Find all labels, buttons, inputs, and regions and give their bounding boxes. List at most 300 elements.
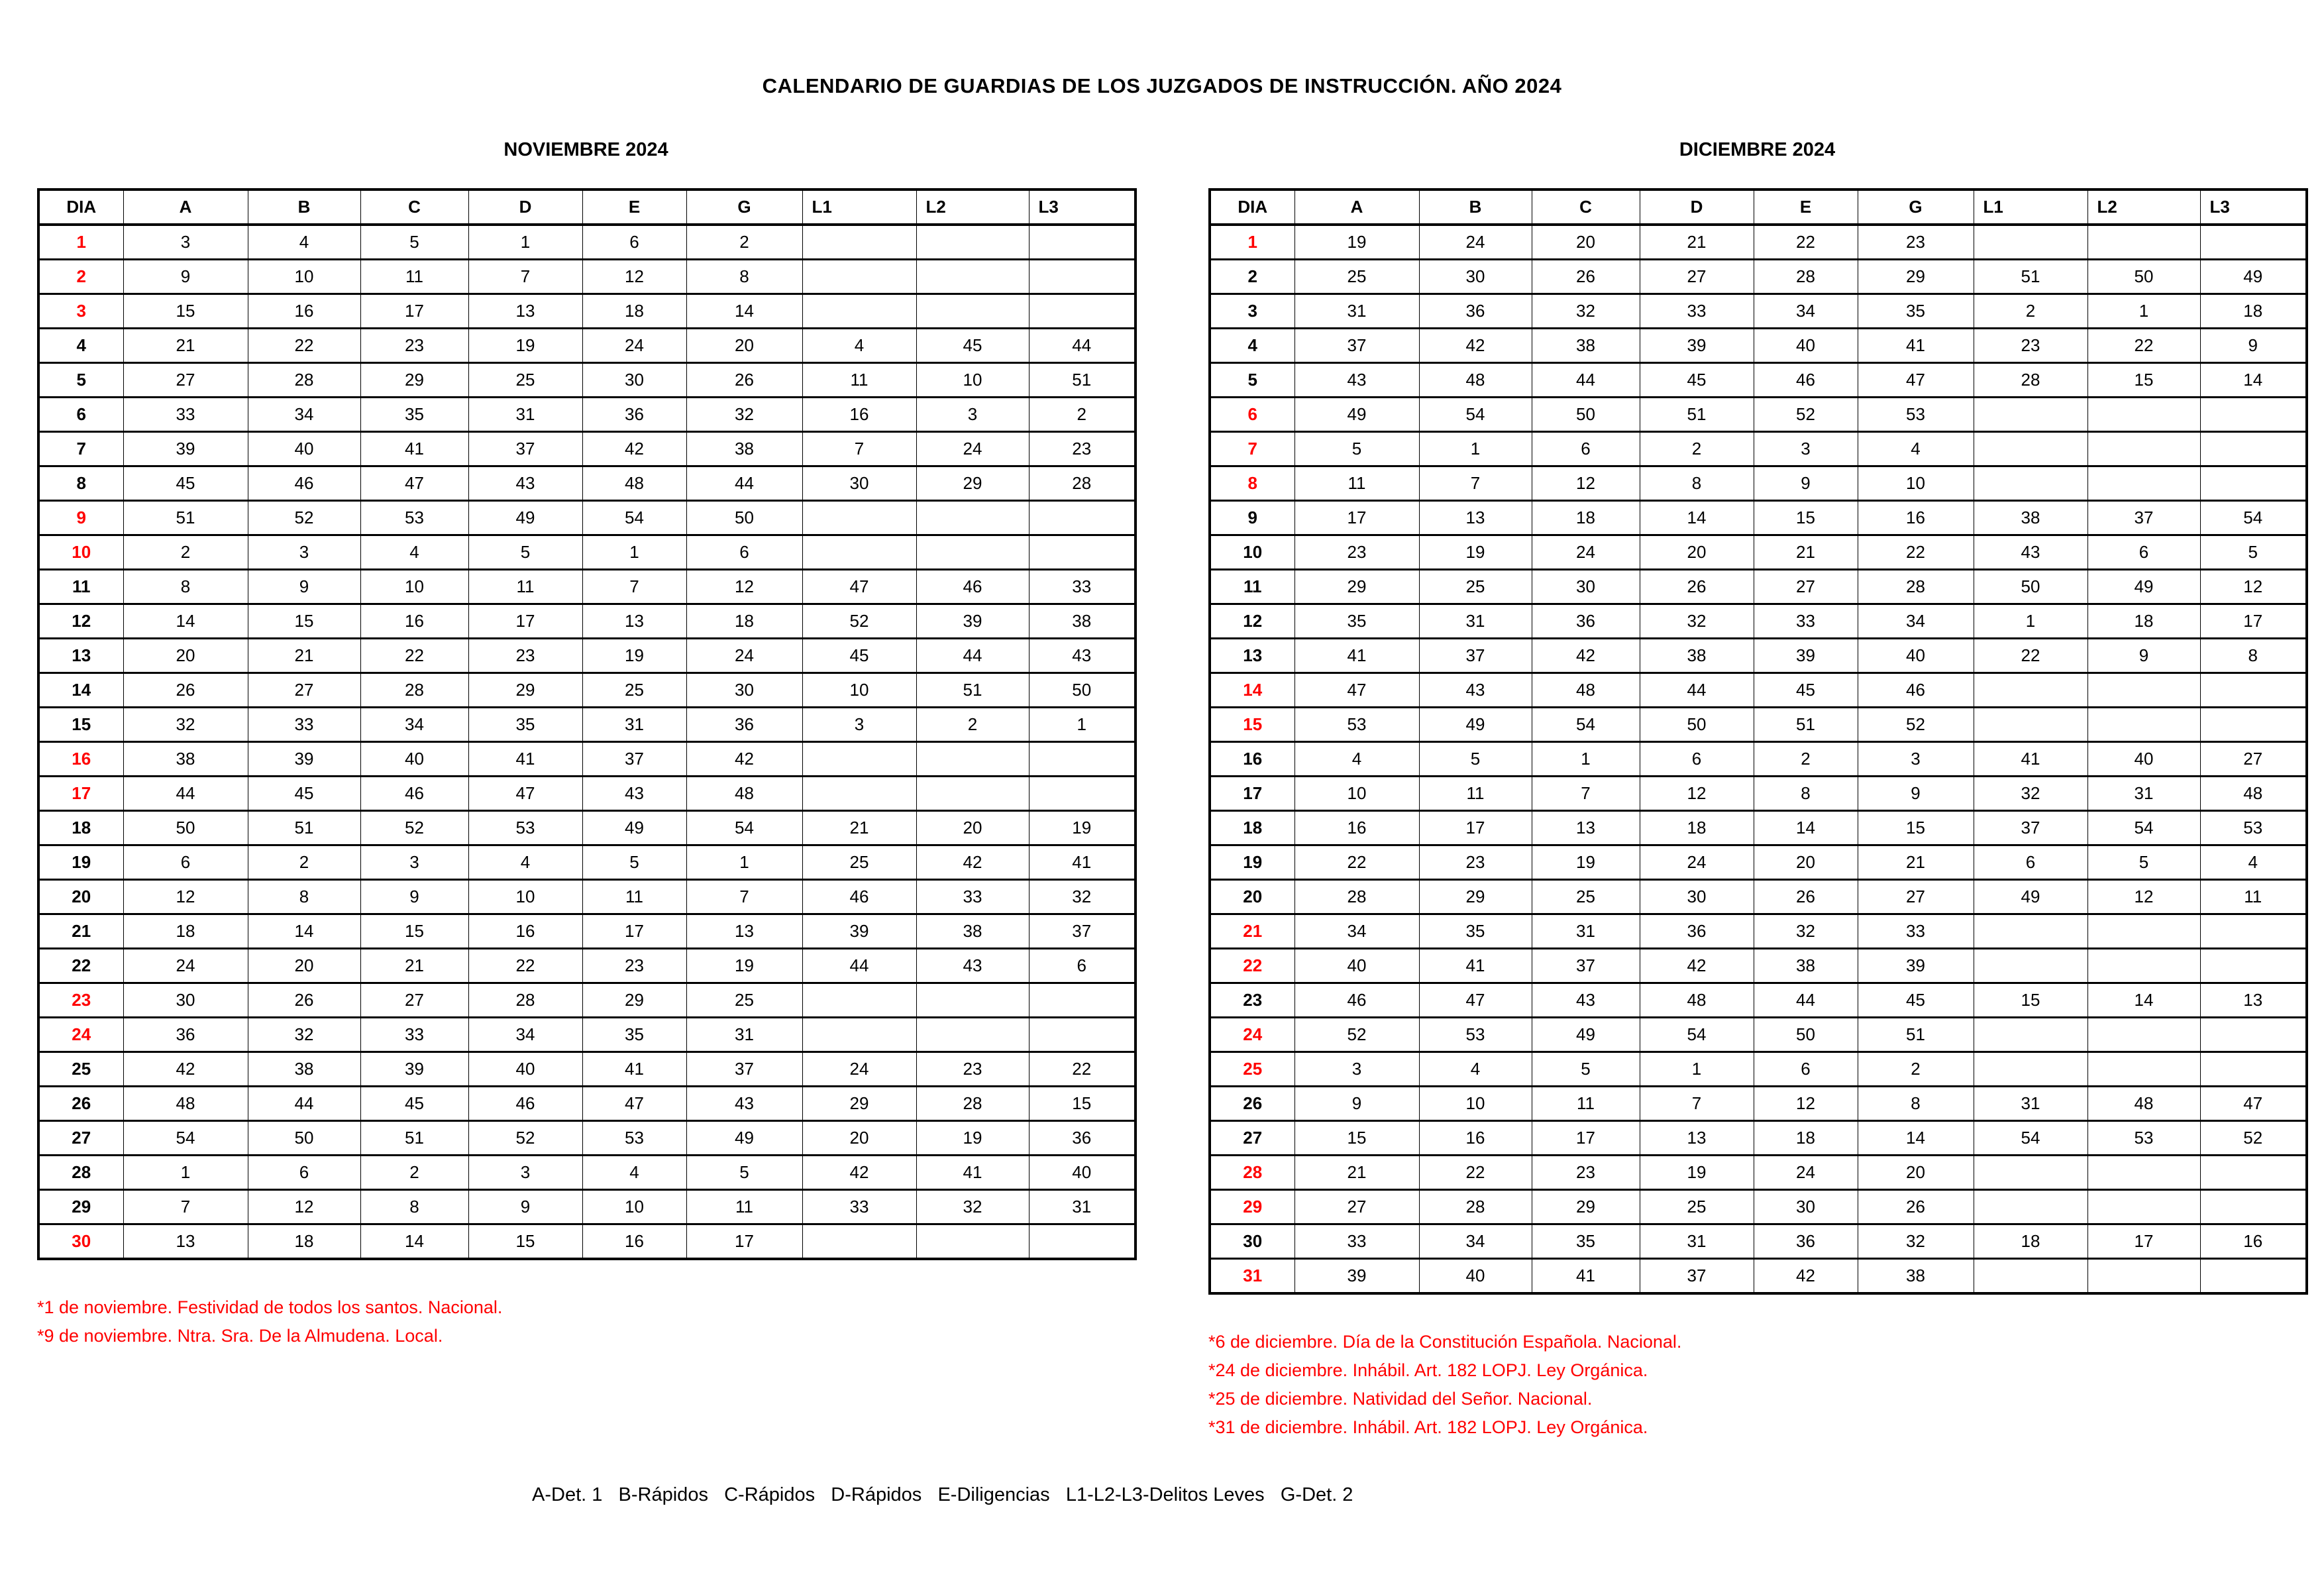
value-cell: 40 — [1029, 1156, 1136, 1190]
value-cell: 9 — [1294, 1087, 1419, 1121]
header-row — [38, 189, 1136, 225]
value-cell — [1974, 1052, 2087, 1087]
value-cell: 42 — [802, 1156, 916, 1190]
value-cell: 15 — [468, 1224, 582, 1260]
value-cell: 50 — [1754, 1018, 1858, 1052]
value-cell — [2200, 1259, 2307, 1294]
value-cell: 2 — [686, 225, 802, 260]
value-cell: 29 — [468, 673, 582, 708]
value-cell: 30 — [1419, 260, 1532, 294]
value-cell: 31 — [582, 708, 686, 742]
value-cell: 42 — [1419, 329, 1532, 363]
value-cell — [802, 1018, 916, 1052]
value-cell: 19 — [1294, 225, 1419, 260]
value-cell — [2200, 466, 2307, 501]
value-cell: 33 — [916, 880, 1029, 914]
value-cell: 23 — [1532, 1156, 1640, 1190]
value-cell: 21 — [802, 811, 916, 845]
table-row — [1210, 466, 2307, 501]
value-cell: 8 — [2200, 639, 2307, 673]
value-cell: 48 — [1532, 673, 1640, 708]
value-cell: 19 — [916, 1121, 1029, 1156]
value-cell: 27 — [123, 363, 248, 398]
value-cell — [2087, 949, 2200, 983]
value-cell: 36 — [1640, 914, 1754, 949]
value-cell: 16 — [1294, 811, 1419, 845]
value-cell: 7 — [582, 570, 686, 604]
day-cell: 7 — [1210, 432, 1294, 466]
value-cell: 46 — [1754, 363, 1858, 398]
value-cell: 12 — [1532, 466, 1640, 501]
value-cell: 51 — [916, 673, 1029, 708]
value-cell: 41 — [360, 432, 468, 466]
value-cell: 48 — [1419, 363, 1532, 398]
day-cell: 4 — [1210, 329, 1294, 363]
table-row — [1210, 604, 2307, 639]
column-header-d: D — [1640, 189, 1754, 225]
column-header-a: A — [1294, 189, 1419, 225]
value-cell: 19 — [1029, 811, 1136, 845]
value-cell: 9 — [2087, 639, 2200, 673]
value-cell: 39 — [1640, 329, 1754, 363]
value-cell: 54 — [1419, 398, 1532, 432]
table-row — [1210, 708, 2307, 742]
value-cell: 42 — [686, 742, 802, 777]
day-cell: 26 — [38, 1087, 123, 1121]
value-cell — [1029, 1224, 1136, 1260]
value-cell — [1974, 1156, 2087, 1190]
day-cell: 10 — [38, 535, 123, 570]
value-cell — [1974, 398, 2087, 432]
value-cell: 14 — [686, 294, 802, 329]
value-cell: 25 — [1294, 260, 1419, 294]
value-cell: 32 — [1754, 914, 1858, 949]
value-cell — [802, 260, 916, 294]
value-cell: 20 — [686, 329, 802, 363]
table-row — [1210, 260, 2307, 294]
value-cell: 37 — [1974, 811, 2087, 845]
value-cell: 41 — [1294, 639, 1419, 673]
value-cell: 27 — [2200, 742, 2307, 777]
value-cell — [2087, 1190, 2200, 1224]
value-cell: 3 — [360, 845, 468, 880]
value-cell: 50 — [1974, 570, 2087, 604]
value-cell: 11 — [2200, 880, 2307, 914]
value-cell: 51 — [1754, 708, 1858, 742]
value-cell: 24 — [582, 329, 686, 363]
value-cell — [916, 225, 1029, 260]
column-header-l3: L3 — [2200, 189, 2307, 225]
column-header-b: B — [248, 189, 360, 225]
value-cell: 17 — [1419, 811, 1532, 845]
value-cell: 3 — [1754, 432, 1858, 466]
value-cell: 1 — [582, 535, 686, 570]
column-header-e: E — [1754, 189, 1858, 225]
table-row — [38, 639, 1136, 673]
value-cell: 39 — [360, 1052, 468, 1087]
value-cell: 9 — [248, 570, 360, 604]
value-cell: 38 — [1532, 329, 1640, 363]
value-cell: 46 — [468, 1087, 582, 1121]
value-cell: 15 — [123, 294, 248, 329]
value-cell: 15 — [360, 914, 468, 949]
value-cell: 12 — [2087, 880, 2200, 914]
value-cell: 1 — [123, 1156, 248, 1190]
value-cell: 3 — [1858, 742, 1974, 777]
value-cell — [1974, 708, 2087, 742]
value-cell: 38 — [123, 742, 248, 777]
value-cell: 38 — [1754, 949, 1858, 983]
value-cell: 40 — [1419, 1259, 1532, 1294]
value-cell: 26 — [686, 363, 802, 398]
value-cell: 41 — [468, 742, 582, 777]
value-cell: 50 — [1029, 673, 1136, 708]
footnote: *1 de noviembre. Festividad de todos los santos. Nacional. — [37, 1297, 503, 1317]
value-cell: 12 — [2200, 570, 2307, 604]
value-cell: 42 — [582, 432, 686, 466]
value-cell: 29 — [1294, 570, 1419, 604]
value-cell: 42 — [1754, 1259, 1858, 1294]
value-cell: 35 — [1419, 914, 1532, 949]
day-cell: 14 — [1210, 673, 1294, 708]
value-cell: 20 — [1640, 535, 1754, 570]
value-cell: 15 — [1754, 501, 1858, 535]
value-cell: 1 — [1029, 708, 1136, 742]
value-cell: 37 — [468, 432, 582, 466]
column-header-l2: L2 — [916, 189, 1029, 225]
column-header-e: E — [582, 189, 686, 225]
value-cell — [916, 742, 1029, 777]
value-cell: 10 — [1419, 1087, 1532, 1121]
value-cell: 17 — [1294, 501, 1419, 535]
value-cell: 25 — [1640, 1190, 1754, 1224]
value-cell: 45 — [123, 466, 248, 501]
value-cell: 6 — [686, 535, 802, 570]
value-cell: 31 — [686, 1018, 802, 1052]
value-cell: 30 — [123, 983, 248, 1018]
value-cell: 10 — [582, 1190, 686, 1224]
column-header-dia: DIA — [38, 189, 123, 225]
day-cell: 8 — [38, 466, 123, 501]
value-cell: 26 — [248, 983, 360, 1018]
value-cell: 28 — [468, 983, 582, 1018]
value-cell: 28 — [248, 363, 360, 398]
day-cell: 9 — [38, 501, 123, 535]
value-cell: 3 — [248, 535, 360, 570]
value-cell: 5 — [1294, 432, 1419, 466]
footnote: *25 de diciembre. Natividad del Señor. Nacional. — [1208, 1389, 1593, 1409]
value-cell: 30 — [582, 363, 686, 398]
day-cell: 20 — [1210, 880, 1294, 914]
value-cell: 25 — [582, 673, 686, 708]
day-cell: 21 — [38, 914, 123, 949]
value-cell: 12 — [248, 1190, 360, 1224]
value-cell: 52 — [248, 501, 360, 535]
day-cell: 11 — [1210, 570, 1294, 604]
value-cell: 6 — [123, 845, 248, 880]
value-cell: 18 — [2087, 604, 2200, 639]
value-cell: 10 — [248, 260, 360, 294]
value-cell: 45 — [360, 1087, 468, 1121]
value-cell: 13 — [1419, 501, 1532, 535]
value-cell — [916, 294, 1029, 329]
value-cell: 49 — [1974, 880, 2087, 914]
value-cell: 53 — [2087, 1121, 2200, 1156]
value-cell: 15 — [1029, 1087, 1136, 1121]
value-cell: 12 — [1640, 777, 1754, 811]
value-cell: 37 — [582, 742, 686, 777]
value-cell: 5 — [1532, 1052, 1640, 1087]
value-cell: 4 — [802, 329, 916, 363]
value-cell: 8 — [686, 260, 802, 294]
table-row — [38, 811, 1136, 845]
table-row — [1210, 811, 2307, 845]
table-row — [38, 673, 1136, 708]
day-cell: 24 — [38, 1018, 123, 1052]
value-cell: 39 — [1858, 949, 1974, 983]
value-cell: 16 — [360, 604, 468, 639]
value-cell — [1029, 1018, 1136, 1052]
value-cell: 13 — [123, 1224, 248, 1260]
value-cell: 47 — [802, 570, 916, 604]
value-cell: 45 — [248, 777, 360, 811]
value-cell: 18 — [2200, 294, 2307, 329]
value-cell: 4 — [468, 845, 582, 880]
day-cell: 18 — [1210, 811, 1294, 845]
table-row — [38, 294, 1136, 329]
value-cell: 43 — [1974, 535, 2087, 570]
value-cell: 6 — [1029, 949, 1136, 983]
value-cell: 38 — [248, 1052, 360, 1087]
value-cell: 21 — [1858, 845, 1974, 880]
value-cell — [802, 777, 916, 811]
value-cell: 31 — [1294, 294, 1419, 329]
value-cell: 7 — [686, 880, 802, 914]
value-cell: 38 — [1640, 639, 1754, 673]
value-cell: 9 — [2200, 329, 2307, 363]
value-cell: 5 — [360, 225, 468, 260]
value-cell: 21 — [248, 639, 360, 673]
day-cell: 24 — [1210, 1018, 1294, 1052]
value-cell: 9 — [1858, 777, 1974, 811]
value-cell: 54 — [2200, 501, 2307, 535]
value-cell: 44 — [686, 466, 802, 501]
value-cell: 20 — [1858, 1156, 1974, 1190]
value-cell: 53 — [2200, 811, 2307, 845]
table-row — [1210, 777, 2307, 811]
column-header-dia: DIA — [1210, 189, 1294, 225]
value-cell: 4 — [582, 1156, 686, 1190]
value-cell: 26 — [1754, 880, 1858, 914]
value-cell: 12 — [123, 880, 248, 914]
value-cell: 49 — [1419, 708, 1532, 742]
value-cell: 48 — [686, 777, 802, 811]
value-cell: 47 — [360, 466, 468, 501]
value-cell: 47 — [582, 1087, 686, 1121]
value-cell: 13 — [582, 604, 686, 639]
table-row — [38, 742, 1136, 777]
value-cell: 6 — [1640, 742, 1754, 777]
day-cell: 28 — [38, 1156, 123, 1190]
value-cell: 40 — [1294, 949, 1419, 983]
value-cell: 40 — [360, 742, 468, 777]
value-cell: 41 — [1858, 329, 1974, 363]
table-row — [1210, 535, 2307, 570]
value-cell: 30 — [1640, 880, 1754, 914]
table-row — [38, 1018, 1136, 1052]
day-cell: 12 — [1210, 604, 1294, 639]
value-cell: 14 — [1754, 811, 1858, 845]
value-cell: 10 — [802, 673, 916, 708]
table-row — [1210, 1052, 2307, 1087]
value-cell: 35 — [1532, 1224, 1640, 1259]
value-cell: 8 — [1754, 777, 1858, 811]
day-cell: 15 — [38, 708, 123, 742]
value-cell: 34 — [1294, 914, 1419, 949]
value-cell: 14 — [123, 604, 248, 639]
day-cell: 4 — [38, 329, 123, 363]
day-cell: 16 — [38, 742, 123, 777]
value-cell: 25 — [1532, 880, 1640, 914]
value-cell: 47 — [1858, 363, 1974, 398]
day-cell: 26 — [1210, 1087, 1294, 1121]
value-cell: 25 — [686, 983, 802, 1018]
value-cell: 41 — [1029, 845, 1136, 880]
value-cell — [1029, 777, 1136, 811]
value-cell — [916, 1224, 1029, 1260]
value-cell: 34 — [360, 708, 468, 742]
table-row — [38, 1190, 1136, 1224]
value-cell: 18 — [123, 914, 248, 949]
value-cell: 3 — [802, 708, 916, 742]
value-cell: 6 — [248, 1156, 360, 1190]
value-cell — [1029, 260, 1136, 294]
day-cell: 17 — [38, 777, 123, 811]
value-cell — [802, 294, 916, 329]
value-cell: 24 — [916, 432, 1029, 466]
value-cell: 27 — [1858, 880, 1974, 914]
value-cell: 53 — [1419, 1018, 1532, 1052]
value-cell: 41 — [1974, 742, 2087, 777]
table-row — [38, 708, 1136, 742]
value-cell — [802, 742, 916, 777]
value-cell: 11 — [1532, 1087, 1640, 1121]
value-cell — [1974, 914, 2087, 949]
value-cell — [1029, 501, 1136, 535]
value-cell: 43 — [582, 777, 686, 811]
value-cell: 30 — [686, 673, 802, 708]
value-cell: 29 — [360, 363, 468, 398]
column-header-c: C — [360, 189, 468, 225]
table-row — [38, 398, 1136, 432]
value-cell: 51 — [1858, 1018, 1974, 1052]
value-cell: 10 — [1294, 777, 1419, 811]
value-cell: 10 — [1858, 466, 1974, 501]
table-row — [1210, 639, 2307, 673]
value-cell: 22 — [1029, 1052, 1136, 1087]
value-cell — [2200, 914, 2307, 949]
value-cell: 40 — [248, 432, 360, 466]
value-cell — [2087, 1018, 2200, 1052]
value-cell — [1029, 535, 1136, 570]
value-cell: 16 — [468, 914, 582, 949]
value-cell: 33 — [802, 1190, 916, 1224]
value-cell: 20 — [916, 811, 1029, 845]
value-cell: 38 — [916, 914, 1029, 949]
value-cell — [802, 983, 916, 1018]
value-cell — [802, 535, 916, 570]
value-cell: 43 — [1029, 639, 1136, 673]
value-cell: 20 — [123, 639, 248, 673]
table-row — [38, 1224, 1136, 1260]
value-cell: 39 — [1294, 1259, 1419, 1294]
value-cell: 46 — [1294, 983, 1419, 1018]
value-cell: 35 — [1858, 294, 1974, 329]
value-cell — [2200, 708, 2307, 742]
day-cell: 23 — [1210, 983, 1294, 1018]
value-cell: 29 — [582, 983, 686, 1018]
value-cell: 49 — [468, 501, 582, 535]
value-cell: 2 — [1974, 294, 2087, 329]
value-cell: 37 — [686, 1052, 802, 1087]
value-cell: 41 — [1419, 949, 1532, 983]
value-cell: 20 — [248, 949, 360, 983]
value-cell: 31 — [1640, 1224, 1754, 1259]
table-row — [1210, 225, 2307, 260]
value-cell: 52 — [1858, 708, 1974, 742]
value-cell: 30 — [1754, 1190, 1858, 1224]
value-cell: 34 — [1419, 1224, 1532, 1259]
value-cell: 47 — [1294, 673, 1419, 708]
value-cell: 39 — [248, 742, 360, 777]
value-cell: 26 — [1858, 1190, 1974, 1224]
value-cell: 11 — [686, 1190, 802, 1224]
value-cell: 39 — [802, 914, 916, 949]
value-cell: 53 — [1858, 398, 1974, 432]
value-cell: 15 — [248, 604, 360, 639]
value-cell: 26 — [1532, 260, 1640, 294]
value-cell: 19 — [468, 329, 582, 363]
table-row — [1210, 1121, 2307, 1156]
value-cell: 15 — [1974, 983, 2087, 1018]
day-cell: 3 — [38, 294, 123, 329]
value-cell: 33 — [1029, 570, 1136, 604]
value-cell: 4 — [1858, 432, 1974, 466]
value-cell: 35 — [1294, 604, 1419, 639]
value-cell: 45 — [802, 639, 916, 673]
day-cell: 15 — [1210, 708, 1294, 742]
value-cell: 43 — [1294, 363, 1419, 398]
value-cell — [2200, 1156, 2307, 1190]
value-cell: 37 — [1640, 1259, 1754, 1294]
value-cell: 7 — [468, 260, 582, 294]
value-cell: 54 — [1640, 1018, 1754, 1052]
value-cell: 44 — [1029, 329, 1136, 363]
value-cell: 52 — [360, 811, 468, 845]
value-cell: 27 — [1754, 570, 1858, 604]
legend: A-Det. 1 B-Rápidos C-Rápidos D-Rápidos E-Diligencias L1-L2-L3-Delitos Leves G-Det. 2 — [532, 1484, 1353, 1505]
value-cell: 32 — [1029, 880, 1136, 914]
value-cell: 14 — [360, 1224, 468, 1260]
table-row — [1210, 742, 2307, 777]
value-cell: 53 — [582, 1121, 686, 1156]
value-cell — [2087, 398, 2200, 432]
value-cell: 24 — [1419, 225, 1532, 260]
value-cell: 41 — [1532, 1259, 1640, 1294]
value-cell: 16 — [248, 294, 360, 329]
value-cell: 54 — [123, 1121, 248, 1156]
value-cell — [1974, 466, 2087, 501]
